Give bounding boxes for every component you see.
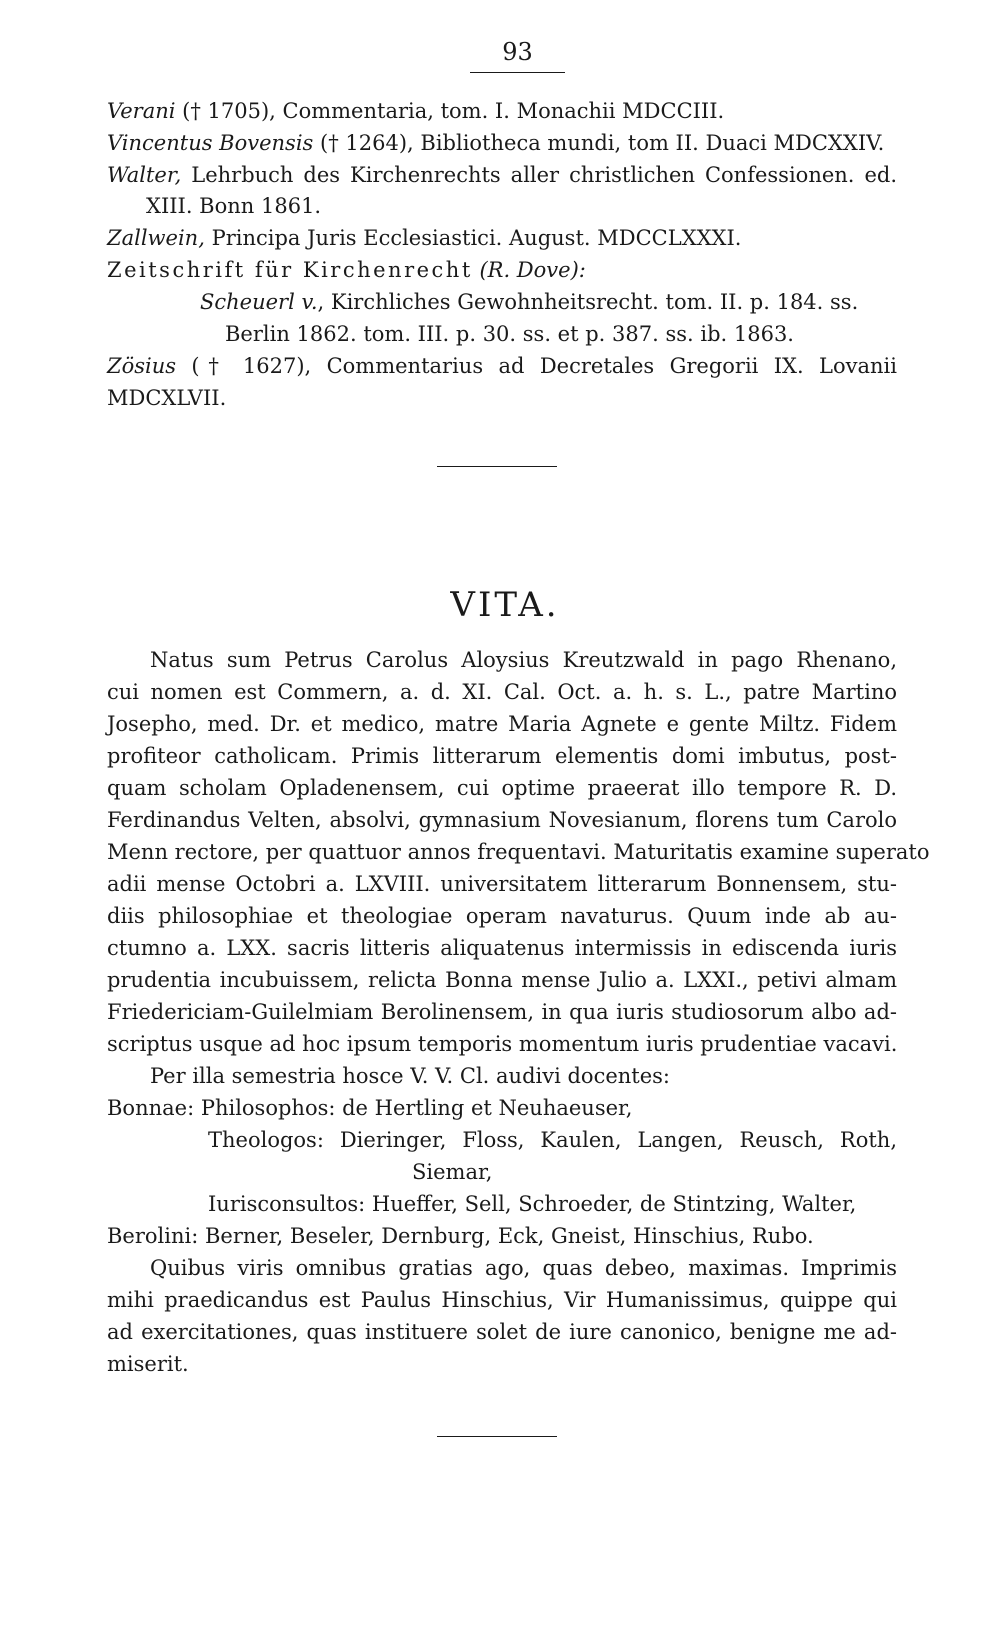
bib-text: († 1264), Bibliotheca mundi, tom II. Duaci MDCXXIV. bbox=[320, 131, 885, 155]
section-divider bbox=[437, 466, 557, 467]
bib-entry-walter-cont: XIII. Bonn 1861. bbox=[146, 194, 322, 218]
vita-line: miserit. bbox=[107, 1352, 189, 1376]
vita-line: Berolini: Berner, Beseler, Dernburg, Eck, Gneist, Hinschius, Rubo. bbox=[107, 1224, 814, 1248]
vita-line: Menn rectore, per quattuor annos frequentavi. Maturitatis examine superato bbox=[107, 840, 930, 864]
vita-line: Theologos: Dieringer, Floss, Kaulen, Langen, Reusch, Roth, bbox=[208, 1128, 897, 1152]
bib-journal: Zeitschrift für Kirchenrecht bbox=[107, 258, 473, 282]
vita-line: Natus sum Petrus Carolus Aloysius Kreutzwald in pago Rhenano, bbox=[150, 648, 897, 672]
bib-author: Zösius bbox=[107, 354, 177, 378]
page-number: 93 bbox=[470, 36, 565, 73]
vita-line: adii mense Octobri a. LXVIII. universitatem litterarum Bonnensem, stu- bbox=[107, 872, 897, 896]
bib-text: († 1627), Commentarius ad Decretales Gregorii IX. Lovanii bbox=[191, 354, 897, 378]
bib-entry-scheuerl-cont: Berlin 1862. tom. III. p. 30. ss. et p. 387. ss. ib. 1863. bbox=[225, 322, 794, 346]
vita-line: Quibus viris omnibus gratias ago, quas debeo, maximas. Imprimis bbox=[150, 1256, 897, 1280]
vita-line: Iurisconsultos: Hueffer, Sell, Schroeder, de Stintzing, Walter, bbox=[208, 1192, 857, 1216]
bib-text: Principa Juris Ecclesiastici. August. MDCCLXXXI. bbox=[211, 226, 742, 250]
vita-line: ad exercitationes, quas instituere solet de iure canonico, benigne me ad- bbox=[107, 1320, 897, 1344]
vita-line: quam scholam Opladenensem, cui optime praeerat illo tempore R. D. bbox=[107, 776, 897, 800]
bib-entry-walter bbox=[107, 161, 897, 189]
end-divider bbox=[437, 1436, 557, 1437]
vita-line: scriptus usque ad hoc ipsum temporis momentum iuris prudentiae vacavi. bbox=[107, 1032, 898, 1056]
bib-text: , Kirchliches Gewohnheitsrecht. tom. II. p. 184. ss. bbox=[317, 290, 859, 314]
bib-entry-verani bbox=[107, 97, 724, 125]
bib-author: Walter, bbox=[107, 163, 182, 187]
bib-entry-zosius-cont: MDCXLVII. bbox=[107, 386, 227, 410]
vita-line: Siemar, bbox=[412, 1160, 493, 1184]
vita-line: profiteor catholicam. Primis litterarum elementis domi imbutus, post- bbox=[107, 744, 897, 768]
bib-entry-zallwein bbox=[107, 224, 741, 252]
vita-line: Bonnae: Philosophos: de Hertling et Neuhaeuser, bbox=[107, 1096, 633, 1120]
vita-line: diis philosophiae et theologiae operam navaturus. Quum inde ab au- bbox=[107, 904, 897, 928]
vita-line: Per illa semestria hosce V. V. Cl. audivi docentes: bbox=[150, 1064, 670, 1088]
bib-author: Zallwein, bbox=[107, 226, 205, 250]
bib-author: Vincentus Bovensis bbox=[107, 131, 314, 155]
bib-entry-zeitschrift bbox=[107, 256, 586, 284]
bib-author: Verani bbox=[107, 99, 176, 123]
vita-line: ctumno a. LXX. sacris litteris aliquatenus intermissis in ediscenda iuris bbox=[107, 936, 897, 960]
bib-editor: (R. Dove): bbox=[479, 258, 586, 282]
vita-heading: VITA. bbox=[450, 585, 560, 625]
vita-line: Ferdinandus Velten, absolvi, gymnasium Novesianum, florens tum Carolo bbox=[107, 808, 897, 832]
vita-line: cui nomen est Commern, a. d. XI. Cal. Oct. a. h. s. L., patre Martino bbox=[107, 680, 897, 704]
bib-author: Scheuerl v. bbox=[200, 290, 318, 314]
bib-entry-scheuerl bbox=[200, 288, 858, 316]
bib-entry-zosius bbox=[107, 352, 897, 380]
vita-line: Josepho, med. Dr. et medico, matre Maria Agnete e gente Miltz. Fidem bbox=[107, 712, 897, 736]
bib-text: († 1705), Commentaria, tom. I. Monachii MDCCIII. bbox=[182, 99, 725, 123]
vita-line: mihi praedicandus est Paulus Hinschius, Vir Humanissimus, quippe qui bbox=[107, 1288, 897, 1312]
bib-entry-vincentus bbox=[107, 129, 884, 157]
vita-line: Friedericiam-Guilelmiam Berolinensem, in qua iuris studiosorum albo ad- bbox=[107, 1000, 897, 1024]
vita-line: prudentia incubuissem, relicta Bonna mense Julio a. LXXI., petivi almam bbox=[107, 968, 897, 992]
bib-text: Lehrbuch des Kirchenrechts aller christlichen Confessionen. ed. bbox=[191, 163, 897, 187]
